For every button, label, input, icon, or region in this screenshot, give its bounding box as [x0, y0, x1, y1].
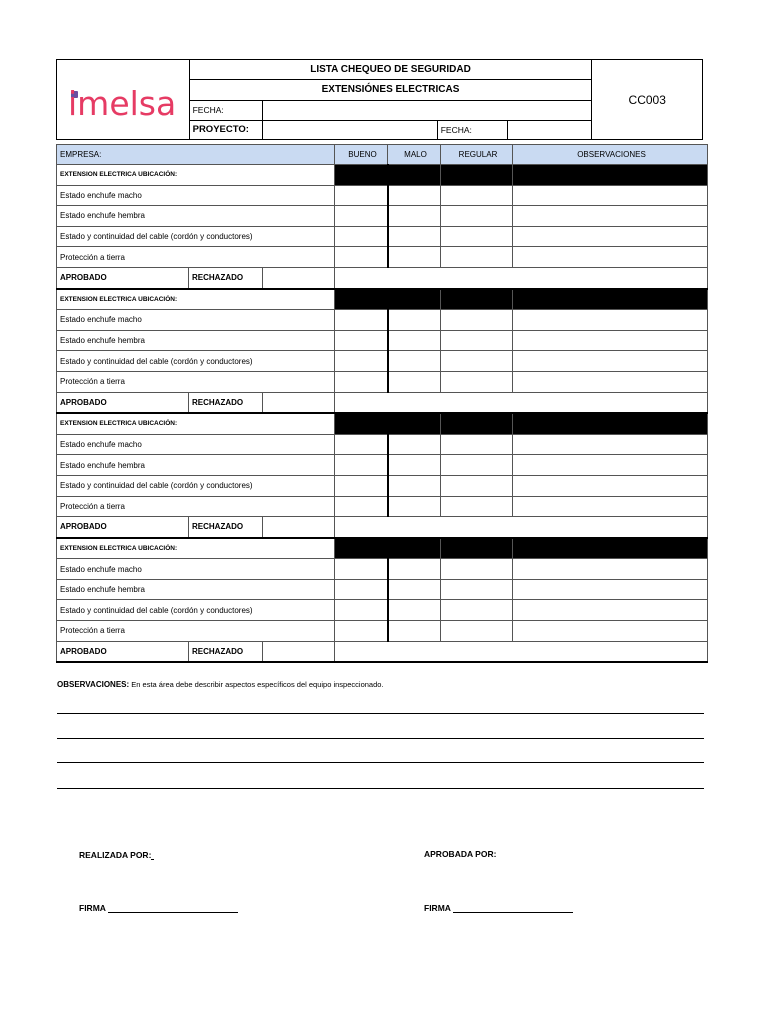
section-fill-cell [513, 538, 708, 559]
regular-cell[interactable] [441, 579, 513, 600]
section-fill-cell [513, 413, 708, 434]
rechazado-field[interactable] [263, 267, 335, 288]
rechazado-label: RECHAZADO [189, 641, 263, 662]
item-label: Estado enchufe hembra [57, 579, 335, 600]
header-table [56, 59, 703, 140]
rechazado-field[interactable] [263, 641, 335, 662]
col-bueno: BUENO [335, 145, 388, 165]
section-fill-cell [513, 165, 708, 186]
observations-label: OBSERVACIONES: [57, 680, 130, 689]
section-fill-cell [441, 165, 513, 186]
observaciones-cell[interactable] [513, 475, 708, 496]
malo-cell[interactable] [388, 621, 441, 642]
bueno-cell[interactable] [335, 600, 388, 621]
section-title-row [57, 289, 708, 310]
item-label: Estado enchufe macho [57, 434, 335, 455]
table-row [57, 206, 708, 227]
malo-cell[interactable] [388, 330, 441, 351]
firma-right-line[interactable] [453, 902, 573, 913]
col-observaciones: OBSERVACIONES [513, 145, 708, 165]
approval-notes-cell[interactable] [335, 267, 708, 288]
malo-cell[interactable] [388, 351, 441, 372]
firma-left [79, 902, 238, 913]
approval-notes-cell[interactable] [335, 641, 708, 662]
malo-cell[interactable] [388, 371, 441, 392]
approval-notes-cell[interactable] [335, 517, 708, 538]
bueno-cell[interactable] [335, 559, 388, 580]
section-title: EXTENSION ELECTRICA UBICACIÓN: [57, 413, 335, 434]
table-row [57, 621, 708, 642]
item-label: Estado enchufe hembra [57, 455, 335, 476]
item-label: Estado enchufe macho [57, 185, 335, 206]
bueno-cell[interactable] [335, 226, 388, 247]
observaciones-cell[interactable] [513, 455, 708, 476]
bueno-cell[interactable] [335, 330, 388, 351]
regular-cell[interactable] [441, 621, 513, 642]
rechazado-label: RECHAZADO [189, 392, 263, 413]
section-title-row [57, 413, 708, 434]
observaciones-cell[interactable] [513, 600, 708, 621]
section-title-row [57, 538, 708, 559]
realizada-label: REALIZADA POR: [79, 850, 152, 860]
item-label: Estado y continuidad del cable (cordón y conductores) [57, 351, 335, 372]
bueno-cell[interactable] [335, 496, 388, 517]
item-label: Estado enchufe hembra [57, 330, 335, 351]
table-row [57, 455, 708, 476]
bueno-cell[interactable] [335, 185, 388, 206]
observation-line[interactable] [57, 788, 704, 789]
item-label: Protección a tierra [57, 496, 335, 517]
observaciones-cell[interactable] [513, 559, 708, 580]
table-row [57, 600, 708, 621]
col-malo: MALO [388, 145, 441, 165]
observaciones-cell[interactable] [513, 371, 708, 392]
regular-cell[interactable] [441, 475, 513, 496]
item-label: Protección a tierra [57, 621, 335, 642]
fecha-label: FECHA: [189, 100, 262, 120]
malo-cell[interactable] [388, 226, 441, 247]
observaciones-cell[interactable] [513, 579, 708, 600]
rechazado-label: RECHAZADO [189, 267, 263, 288]
observation-line[interactable] [57, 738, 704, 739]
malo-cell[interactable] [388, 185, 441, 206]
section-fill-cell [335, 289, 388, 310]
section-fill-cell [388, 165, 441, 186]
bueno-cell[interactable] [335, 434, 388, 455]
malo-cell[interactable] [388, 600, 441, 621]
malo-cell[interactable] [388, 455, 441, 476]
regular-cell[interactable] [441, 600, 513, 621]
table-row [57, 310, 708, 331]
section-fill-cell [335, 538, 388, 559]
section-fill-cell [388, 538, 441, 559]
rechazado-field[interactable] [263, 392, 335, 413]
proyecto-field[interactable] [262, 120, 437, 139]
table-row [57, 351, 708, 372]
observaciones-cell[interactable] [513, 206, 708, 227]
fecha2-label: FECHA: [437, 120, 507, 139]
table-row [57, 579, 708, 600]
item-label: Estado y continuidad del cable (cordón y conductores) [57, 600, 335, 621]
item-label: Estado enchufe macho [57, 310, 335, 331]
fecha2-field[interactable] [508, 120, 592, 139]
regular-cell[interactable] [441, 559, 513, 580]
malo-cell[interactable] [388, 579, 441, 600]
approval-row [57, 641, 708, 662]
bueno-cell[interactable] [335, 206, 388, 227]
malo-cell[interactable] [388, 434, 441, 455]
malo-cell[interactable] [388, 559, 441, 580]
document-code: CC003 [592, 60, 703, 140]
item-label: Estado y continuidad del cable (cordón y conductores) [57, 475, 335, 496]
table-row [57, 475, 708, 496]
item-label: Estado y continuidad del cable (cordón y conductores) [57, 226, 335, 247]
col-regular: REGULAR [441, 145, 513, 165]
table-row [57, 185, 708, 206]
observaciones-cell[interactable] [513, 434, 708, 455]
regular-cell[interactable] [441, 351, 513, 372]
table-row [57, 226, 708, 247]
firma-right-label: FIRMA [424, 903, 451, 913]
section-fill-cell [513, 289, 708, 310]
section-title: EXTENSION ELECTRICA UBICACIÓN: [57, 538, 335, 559]
regular-cell[interactable] [441, 247, 513, 268]
observaciones-cell[interactable] [513, 496, 708, 517]
section-title-row [57, 165, 708, 186]
observaciones-cell[interactable] [513, 310, 708, 331]
observaciones-cell[interactable] [513, 247, 708, 268]
regular-cell[interactable] [441, 455, 513, 476]
malo-cell[interactable] [388, 247, 441, 268]
bueno-cell[interactable] [335, 310, 388, 331]
bueno-cell[interactable] [335, 351, 388, 372]
document-subtitle: EXTENSIÓNES ELECTRICAS [189, 80, 592, 100]
item-label: Estado enchufe macho [57, 559, 335, 580]
table-row [57, 434, 708, 455]
malo-cell[interactable] [388, 310, 441, 331]
regular-cell[interactable] [441, 496, 513, 517]
aprobado-label: APROBADO [57, 641, 189, 662]
malo-cell[interactable] [388, 475, 441, 496]
company-logo: imelsa [68, 84, 177, 123]
fecha-field[interactable] [262, 100, 592, 120]
regular-cell[interactable] [441, 434, 513, 455]
regular-cell[interactable] [441, 185, 513, 206]
item-label: Protección a tierra [57, 371, 335, 392]
firma-right [424, 902, 573, 913]
table-row [57, 496, 708, 517]
rechazado-field[interactable] [263, 517, 335, 538]
bueno-cell[interactable] [335, 579, 388, 600]
malo-cell[interactable] [388, 496, 441, 517]
firma-left-label: FIRMA [79, 903, 106, 913]
section-title: EXTENSION ELECTRICA UBICACIÓN: [57, 289, 335, 310]
table-row [57, 371, 708, 392]
section-fill-cell [441, 413, 513, 434]
regular-cell[interactable] [441, 226, 513, 247]
aprobado-label: APROBADO [57, 392, 189, 413]
bueno-cell[interactable] [335, 621, 388, 642]
rechazado-label: RECHAZADO [189, 517, 263, 538]
item-label: Estado enchufe hembra [57, 206, 335, 227]
section-fill-cell [388, 413, 441, 434]
regular-cell[interactable] [441, 206, 513, 227]
table-row [57, 559, 708, 580]
bueno-cell[interactable] [335, 475, 388, 496]
table-row [57, 330, 708, 351]
approval-row [57, 392, 708, 413]
section-fill-cell [441, 289, 513, 310]
observaciones-cell[interactable] [513, 351, 708, 372]
bueno-cell[interactable] [335, 247, 388, 268]
proyecto-label: PROYECTO: [189, 120, 262, 139]
aprobado-label: APROBADO [57, 267, 189, 288]
observation-line[interactable] [57, 762, 704, 763]
empresa-label: EMPRESA: [57, 145, 335, 165]
section-fill-cell [335, 165, 388, 186]
observation-line[interactable] [57, 713, 704, 714]
aprobada-label: APROBADA POR: [424, 849, 497, 859]
aprobado-label: APROBADO [57, 517, 189, 538]
observaciones-cell[interactable] [513, 621, 708, 642]
firma-left-line[interactable] [108, 902, 238, 913]
regular-cell[interactable] [441, 310, 513, 331]
checklist-table [56, 144, 708, 663]
observations-block [57, 680, 384, 689]
realizada-por [79, 849, 154, 860]
approval-row [57, 517, 708, 538]
section-title: EXTENSION ELECTRICA UBICACIÓN: [57, 165, 335, 186]
section-fill-cell [441, 538, 513, 559]
approval-row [57, 267, 708, 288]
regular-cell[interactable] [441, 330, 513, 351]
realizada-field[interactable] [151, 849, 154, 860]
observaciones-cell[interactable] [513, 330, 708, 351]
observaciones-cell[interactable] [513, 185, 708, 206]
regular-cell[interactable] [441, 371, 513, 392]
approval-notes-cell[interactable] [335, 392, 708, 413]
observations-text: En esta área debe describir aspectos específicos del equipo inspeccionado. [131, 680, 384, 689]
table-header-row [57, 145, 708, 165]
section-fill-cell [388, 289, 441, 310]
observaciones-cell[interactable] [513, 226, 708, 247]
table-row [57, 247, 708, 268]
section-fill-cell [335, 413, 388, 434]
malo-cell[interactable] [388, 206, 441, 227]
document-title: LISTA CHEQUEO DE SEGURIDAD [189, 60, 592, 80]
item-label: Protección a tierra [57, 247, 335, 268]
bueno-cell[interactable] [335, 371, 388, 392]
logo-cell [57, 60, 190, 140]
bueno-cell[interactable] [335, 455, 388, 476]
